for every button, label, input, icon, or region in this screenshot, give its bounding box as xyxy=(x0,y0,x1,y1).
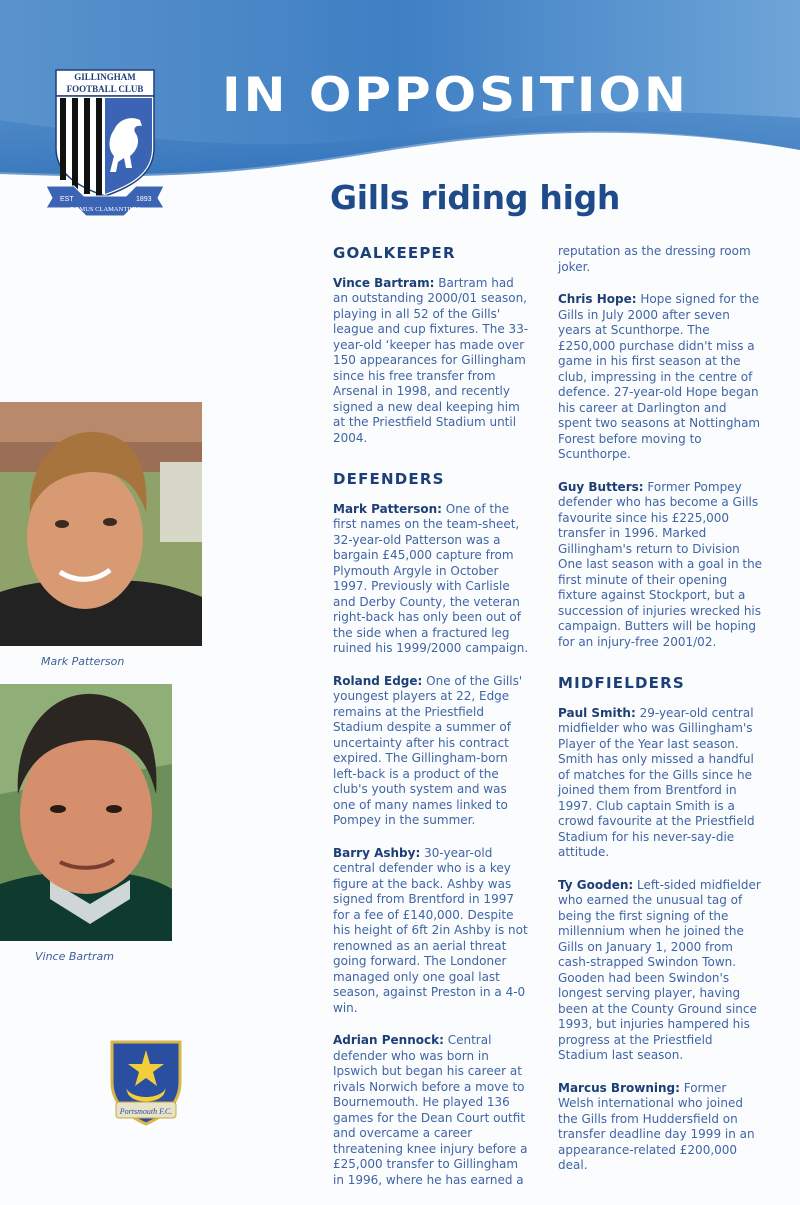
player-text: 29-year-old central midfielder who was Gillingham's Player of the Year last season. Smith has only missed a handful of matches for the Gills since he joined them from Brentford in 1997. Club captain Smith is a crowd favourite at the Priestfield Stadium for his never-say-die attitude. xyxy=(558,705,755,859)
player-name: Marcus Browning: xyxy=(558,1080,680,1095)
crest-top-text-2: FOOTBALL CLUB xyxy=(66,84,144,94)
player-text: Left-sided midfielder who earned the unusual tag of being the first signing of the millennium when he joined the Gills on January 1, 2000 from cash-strapped Swindon Town. Gooden had been Swindon's longest serving player, having been at the County Ground since 1993, but injuries hampered his progress at the Priestfield Stadium last season. xyxy=(558,877,761,1062)
player-entry-adrian-pennock xyxy=(333,1033,531,1188)
player-text: Hope signed for the Gills in July 2000 after seven years at Scunthorpe. The £250,000 purchase didn't miss a game in his first season at the club, impressing in the centre of defence. 27-year-old Hope began his career at Darlington and spent two seasons at Nottingham Forest before moving to Scunthorpe. xyxy=(558,292,761,461)
section-title: IN OPPOSITION xyxy=(222,67,689,123)
player-name: Paul Smith: xyxy=(558,705,636,720)
player-text: Central defender who was born in Ipswich but began his career at rivals Norwich before a move to Bournemouth. He played 136 games for the Dean Court outfit and overcame a career threatening knee injury before a £25,000 transfer to Gillingham in 1996, where he has earned a xyxy=(333,1033,528,1187)
gillingham-crest-logo xyxy=(44,68,166,218)
player-entry-roland-edge xyxy=(333,674,531,829)
portsmouth-crest-logo xyxy=(108,1038,184,1126)
player-name: Vince Bartram: xyxy=(333,275,435,290)
crest-year: 1893 xyxy=(136,196,152,203)
player-entry-paul-smith xyxy=(558,706,763,861)
player-entry-marcus-browning xyxy=(558,1081,763,1174)
player-name: Mark Patterson: xyxy=(333,501,442,516)
player-text: Bartram had an outstanding 2000/01 season, playing in all 52 of the Gills' league and cup fixtures. The 33-year-old ‘keeper has made over 150 appearances for Gillingham since his free transfer from Arsenal in 1998, and recently signed a new deal keeping him at the Priestfield Stadium until 2004. xyxy=(333,275,529,445)
article-headline: Gills riding high xyxy=(330,178,621,217)
midfielders-heading: MIDFIELDERS xyxy=(558,674,685,692)
mark-patterson-photo xyxy=(0,402,202,646)
player-text: One of the first names on the team-sheet, 32-year-old Patterson was a bargain £45,000 capture from Plymouth Argyle in October 1997. Previously with Carlisle and Derby County, the veteran right-back has only been out of the side when a fractured leg ruined his 1999/2000 campaign. xyxy=(333,501,529,655)
player-name: Adrian Pennock: xyxy=(333,1033,444,1047)
portsmouth-crest-text: Portsmouth F.C. xyxy=(119,1107,173,1116)
player-text: Former Pompey defender who has become a Gills favourite since his £225,000 transfer in 1996. Marked Gillingham's return to Division One last season with a goal in the first minute of their opening fixture against Stockport, but a succession of injuries wrecked his campaign. Butters will be hoping for an injury-free 2001/02. xyxy=(558,479,763,649)
player-entry-mark-patterson xyxy=(333,502,531,657)
article-column-1 xyxy=(333,246,531,1205)
player-entry-chris-hope xyxy=(558,292,763,463)
player-text: One of the Gills' youngest players at 22, Edge remains at the Priestfield Stadium despite a summer of uncertainty after his contract expired. The Gillingham-born left-back is a product of the club's youth system and was one of many names linked to Pompey in the summer. xyxy=(333,673,523,827)
crest-est-label: EST xyxy=(60,196,74,203)
player-name: Barry Ashby: xyxy=(333,845,421,860)
player-name: Ty Gooden: xyxy=(558,877,634,892)
crest-motto: DOMUS CLAMANTIUM xyxy=(70,206,140,213)
photo-caption: Vince Bartram xyxy=(35,950,114,963)
continued-text: reputation as the dressing room joker. xyxy=(558,244,751,274)
player-name: Chris Hope: xyxy=(558,292,637,306)
player-entry-barry-ashby xyxy=(333,846,531,1017)
vince-bartram-photo xyxy=(0,684,172,941)
crest-top-text: GILLINGHAM xyxy=(74,72,136,82)
article-column-2 xyxy=(558,244,763,1191)
player-name: Guy Butters: xyxy=(558,479,644,494)
photo-caption: Mark Patterson xyxy=(41,655,125,668)
player-text: 30-year-old central defender who is a key figure at the back. Ashby was signed from Brentford in 1997 for a fee of £140,000. Despite his height of 6ft 2in Ashby is not renowned as an aerial threat going forward. The Londoner managed only one goal last season, against Preston in a 4-0 win. xyxy=(333,845,528,1015)
player-entry-ty-gooden xyxy=(558,878,763,1064)
player-entry-guy-butters xyxy=(558,480,763,651)
player-text: Former Welsh international who joined the Gills from Huddersfield on transfer deadline day 1999 in an appearance-related £200,000 deal. xyxy=(558,1080,755,1172)
player-entry-vince-bartram xyxy=(333,276,531,447)
player-name: Roland Edge: xyxy=(333,673,423,688)
defenders-heading: DEFENDERS xyxy=(333,470,445,488)
goalkeeper-heading: GOALKEEPER xyxy=(333,244,456,262)
